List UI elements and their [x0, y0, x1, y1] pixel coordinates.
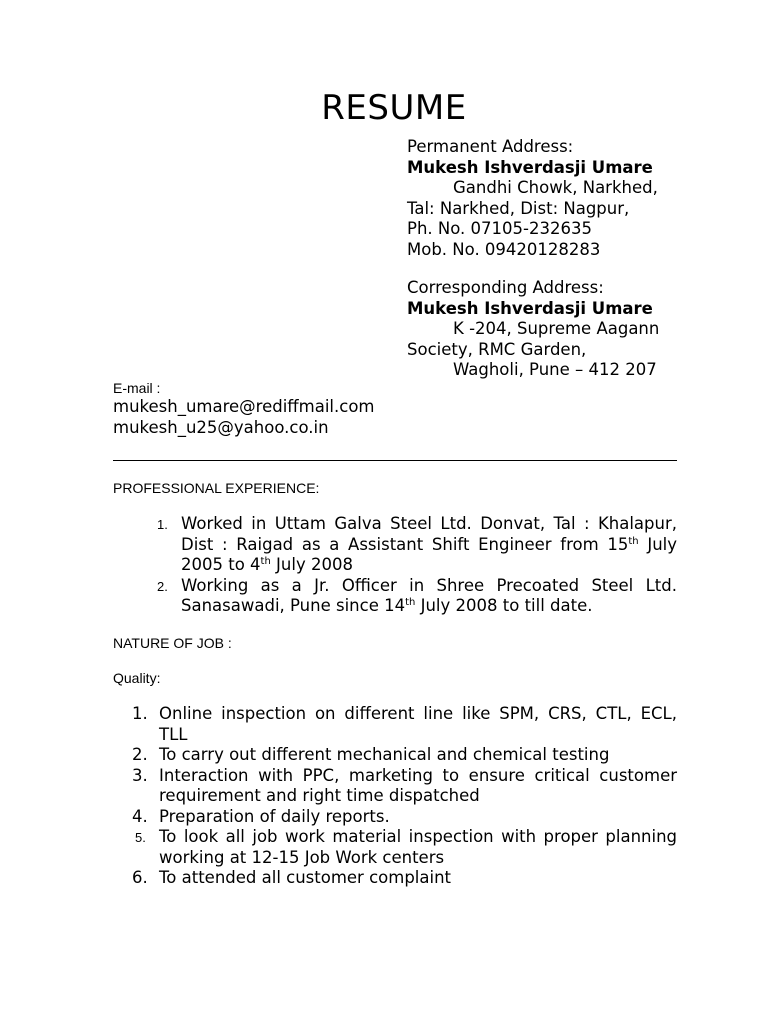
experience-item: 2. Working as a Jr. Officer in Shree Precoated Steel Ltd. Sanasawadi, Pune since 14th July 2008 to till date. [157, 575, 677, 615]
email-address-primary[interactable]: mukesh_umare@rediffmail.com [113, 397, 375, 416]
permanent-phone: Ph. No. 07105-232635 [407, 219, 592, 238]
list-number: 6. [132, 868, 148, 887]
quality-item: 4. Preparation of daily reports. [132, 806, 390, 826]
list-number: 2. [157, 578, 168, 594]
permanent-address-line: Gandhi Chowk, Narkhed, [453, 178, 658, 197]
experience-list [157, 514, 678, 617]
permanent-address-label: Permanent Address: [407, 137, 574, 156]
email-section [113, 379, 433, 438]
quality-item: 5. To look all job work material inspection with proper planning working at 12-15 Job Work centers [135, 827, 677, 867]
corresponding-address-line: Society, RMC Garden, [407, 339, 587, 359]
permanent-address-line: Tal: Narkhed, Dist: Nagpur, [407, 198, 630, 218]
quality-item: 3. Interaction with PPC, marketing to ensure critical customer requirement and right time dispatched [132, 765, 677, 805]
horizontal-divider [113, 460, 677, 461]
corresponding-address [407, 278, 672, 381]
list-number: 5. [135, 830, 146, 845]
quality-item: 6. To attended all customer complaint [132, 868, 452, 887]
email-address-secondary[interactable]: mukesh_u25@yahoo.co.in [113, 417, 329, 437]
list-number: 1. [157, 517, 168, 532]
resume-title: RESUME [321, 88, 467, 128]
list-number: 4. [132, 806, 148, 826]
list-number: 2. [132, 745, 148, 764]
corresponding-address-label: Corresponding Address: [407, 278, 604, 297]
quality-item: 2. To carry out different mechanical and chemical testing [132, 745, 610, 764]
quality-list [132, 704, 677, 889]
permanent-mobile: Mob. No. 09420128283 [407, 239, 601, 259]
permanent-address [407, 137, 672, 260]
quality-item: 1. Online inspection on different line like SPM, CRS, CTL, ECL, TLL [132, 704, 677, 744]
corresponding-address-name: Mukesh Ishverdasji Umare [407, 298, 653, 318]
experience-heading: PROFESSIONAL EXPERIENCE: [113, 480, 320, 496]
corresponding-address-line: Wagholi, Pune – 412 207 [453, 360, 657, 379]
corresponding-address-line: K -204, Supreme Aagann [453, 319, 660, 338]
permanent-address-name: Mukesh Ishverdasji Umare [407, 157, 653, 177]
quality-heading: Quality: [113, 670, 161, 686]
list-number: 3. [132, 765, 148, 785]
experience-item: 1. Worked in Uttam Galva Steel Ltd. Donvat, Tal : Khalapur, Dist : Raigad as a Assistant Shift Engineer from 15th July 2005 to 4th July 2008 [157, 514, 678, 574]
email-label: E-mail : [113, 380, 161, 396]
list-number: 1. [132, 704, 148, 723]
nature-of-job-heading: NATURE OF JOB : [113, 635, 232, 651]
